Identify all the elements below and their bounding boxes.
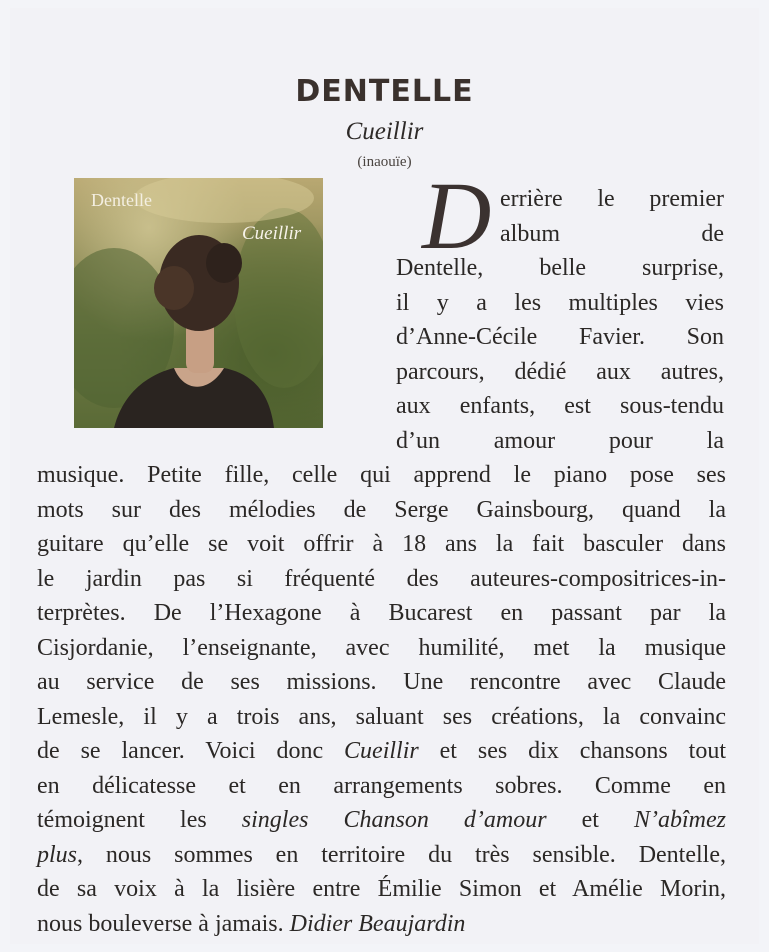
author-signature: Didier Beaujardin — [289, 910, 466, 937]
record-label: (inaouïe) — [357, 154, 412, 170]
song-reference-end: plus — [37, 841, 78, 868]
text-line: il y a les multiples vies — [396, 289, 724, 316]
text-line: musique. Petite fille, celle qui apprend le piano pose ses — [37, 462, 726, 488]
drop-cap: D — [422, 162, 492, 269]
text-line: en délicatesse et en arrangements sobres. Comme en — [37, 772, 726, 799]
album-cover — [74, 178, 323, 428]
singles-reference: singles Chanson d’amour — [241, 807, 547, 833]
text-line: d’Anne-Cécile Favier. Son — [396, 324, 724, 350]
text-line: errière le premier — [500, 186, 724, 212]
text-line: de sa voix à la lisière entre Émilie Simon et Amélie Morin, — [37, 876, 726, 902]
text-line — [37, 907, 726, 942]
text-line: album de — [500, 220, 724, 247]
text-line: Cisjordanie, l’enseignante, avec humilité, met la musique — [37, 634, 726, 661]
text-run: et — [546, 807, 634, 833]
article-body — [37, 458, 726, 941]
text-line: terprètes. De l’Hexagone à Bucarest en passant par la — [37, 600, 726, 626]
text-line: le jardin pas si fréquenté des auteures-compositrices-in- — [37, 565, 726, 592]
cover-artist-name: Dentelle — [91, 190, 152, 210]
text-line: parcours, dédié aux autres, — [396, 358, 724, 385]
text-line: aux enfants, est sous-tendu — [396, 393, 724, 419]
text-line: mots sur des mélodies de Serge Gainsbourg, quand la — [37, 496, 726, 523]
text-line: guitare qu’elle se voit offrir à 18 ans la fait basculer dans — [37, 531, 726, 557]
song-reference: N’abîmez — [634, 807, 726, 833]
text-run: témoignent les — [37, 807, 242, 833]
text-run: nous bouleverse à jamais. — [37, 910, 290, 937]
magazine-page — [10, 8, 759, 944]
cover-photo — [74, 178, 323, 428]
text-run: , nous sommes en territoire du très sensible. Dentelle, — [77, 841, 726, 868]
cover-album-name: Cueillir — [242, 223, 302, 244]
text-line: au service de ses missions. Une rencontre avec Claude — [37, 669, 726, 695]
text-line — [37, 803, 726, 838]
text-run: et ses dix chansons tout — [418, 738, 726, 764]
review-title: DENTELLE — [295, 74, 474, 109]
text-line — [37, 838, 726, 873]
article-right-column — [396, 182, 724, 458]
text-line: d’un amour pour la — [396, 427, 724, 454]
album-reference: Cueillir — [344, 738, 419, 764]
album-title: Cueillir — [345, 118, 424, 145]
text-run: de se lancer. Voici donc — [37, 738, 345, 764]
text-line: Lemesle, il y a trois ans, saluant ses créations, la convainc — [37, 703, 726, 730]
text-line: Dentelle, belle surprise, — [396, 255, 724, 281]
text-line — [37, 734, 726, 769]
